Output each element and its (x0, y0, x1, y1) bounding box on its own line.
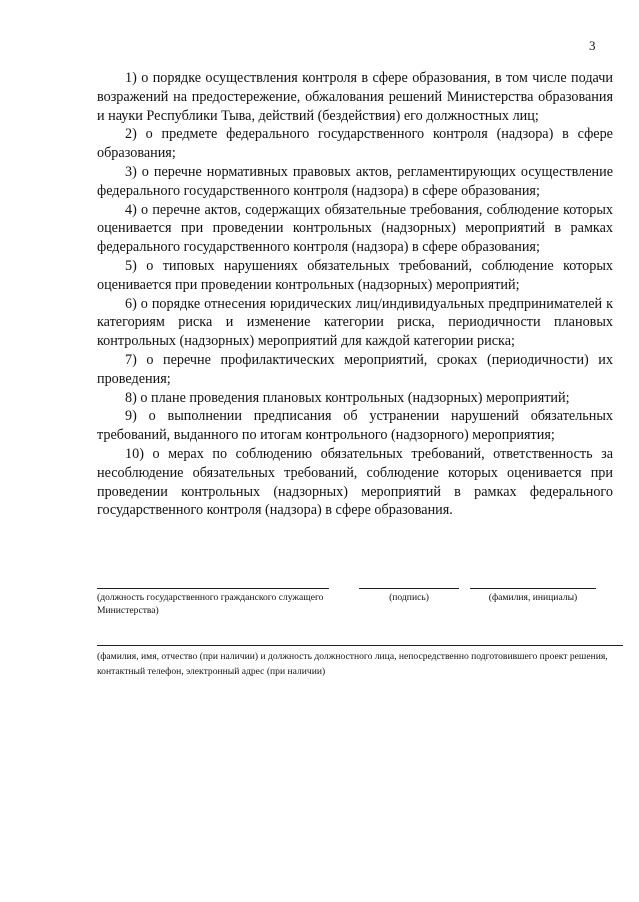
list-item: 7) о перечне профилактических мероприятий, сроках (периодичности) их проведения; (97, 351, 613, 387)
list-item: 6) о порядке отнесения юридических лиц/индивидуальных предпринимателей к категориям риска и изменение категории риска, периодичности плановых контрольных (надзорных) мероприятий для каждой категории риска; (97, 295, 613, 350)
signature-line (359, 588, 459, 589)
author-caption: (фамилия, имя, отчество (при наличии) и должность должностного лица, непосредственно подготовившего проект решения, контактный телефон, электронный адрес (при наличии) (97, 651, 608, 677)
list-item: 3) о перечне нормативных правовых актов, регламентирующих осуществление федерального государственного контроля (надзора) в сфере образования; (97, 163, 613, 199)
list-item: 1) о порядке осуществления контроля в сфере образования, в том числе подачи возражений на предостережение, обжалования решений Министерства образования и науки Республики Тыва, действий (бездействия) его должностных лиц; (97, 70, 613, 124)
name-caption: (фамилия, инициалы) (488, 592, 578, 603)
list-item: 9) о выполнении предписания об устранении нарушений обязательных требований, выданного по итогам контрольного (надзорного) мероприятия; (97, 408, 613, 444)
list-item: 5) о типовых нарушениях обязательных требований, соблюдение которых оценивается при проведении контрольных (надзорных) мероприятий; (97, 257, 613, 293)
name-line (470, 588, 596, 589)
list-item: 4) о перечне актов, содержащих обязательные требования, соблюдение которых оценивается при проведении контрольных (надзорных) мероприятий в рамках федерального государственного контроля (надзора) в сфере образования; (97, 201, 613, 256)
page-number: 3 (589, 38, 596, 53)
author-line (97, 645, 623, 646)
list-item: 10) о мерах по соблюдению обязательных требований, ответственность за несоблюдение обязательных требований, соблюдение которых оценивается при проведении контрольных (надзорных) мероприятий в рамках федерального государственного контроля (надзора) в сфере образования. (97, 445, 613, 519)
position-caption: (должность государственного гражданского служащего Министерства) (97, 592, 324, 616)
author-block (97, 645, 623, 679)
list-item: 2) о предмете федерального государственного контроля (надзора) в сфере образования; (97, 126, 613, 162)
position-line (97, 588, 329, 589)
signature-block (97, 588, 613, 628)
body-text (97, 69, 613, 520)
signature-caption: (подпись) (389, 592, 429, 603)
list-item: 8) о плане проведения плановых контрольных (надзорных) мероприятий; (125, 389, 570, 406)
